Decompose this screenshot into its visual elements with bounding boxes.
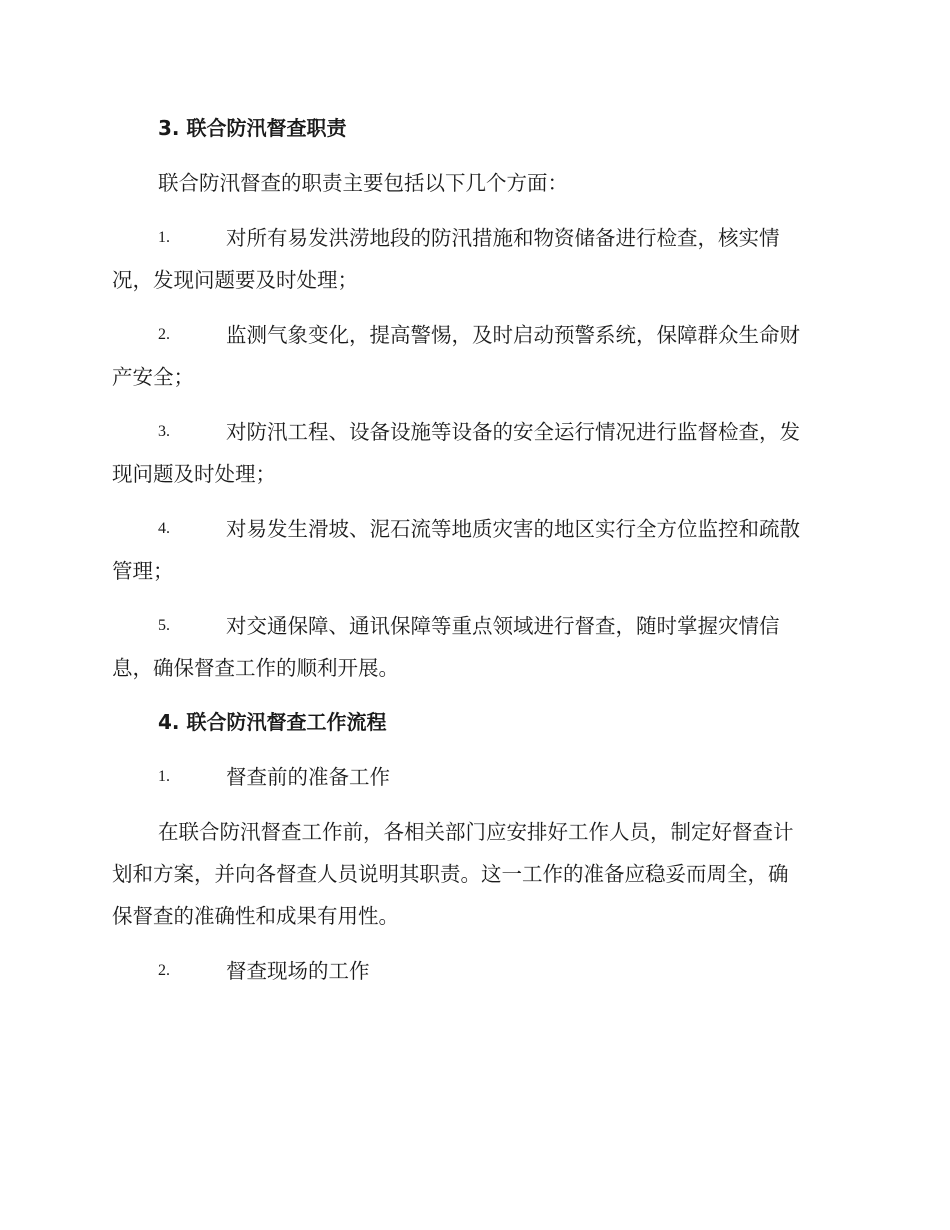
paragraph-line: 划和方案，并向各督查人员说明其职责。这一工作的准备应稳妥而周全，确 <box>112 862 789 886</box>
step-label: 督查前的准备工作 <box>226 765 390 789</box>
list-item-text: 对交通保障、通讯保障等重点领域进行督查，随时掌握灾情信 <box>226 614 780 638</box>
list-item-text: 对易发生滑坡、泥石流等地质灾害的地区实行全方位监控和疏散 <box>226 517 800 541</box>
paragraph-line: 在联合防汛督查工作前，各相关部门应安排好工作人员，制定好督查计 <box>158 820 794 844</box>
list-item-text-continued: 现问题及时处理； <box>112 462 276 486</box>
list-item-text-continued: 管理； <box>112 559 174 583</box>
list-item-number: 3. <box>158 423 170 440</box>
step-number: 2. <box>158 962 170 979</box>
paragraph-line: 保督查的准确性和成果有用性。 <box>112 904 399 928</box>
section-4-heading: 4. 联合防汛督查工作流程 <box>158 710 387 734</box>
list-item-number: 5. <box>158 617 170 634</box>
list-item-text-continued: 况，发现问题要及时处理； <box>112 268 358 292</box>
step-number: 1. <box>158 768 170 785</box>
list-item-text-continued: 产安全； <box>112 365 194 389</box>
list-item-text: 对防汛工程、设备设施等设备的安全运行情况进行监督检查，发 <box>226 420 800 444</box>
step-label: 督查现场的工作 <box>226 959 370 983</box>
list-item-number: 4. <box>158 520 170 537</box>
list-item-text: 对所有易发洪涝地段的防汛措施和物资储备进行检查，核实情 <box>226 226 780 250</box>
list-item-number: 2. <box>158 326 170 343</box>
list-item-number: 1. <box>158 229 170 246</box>
section-3-intro: 联合防汛督查的职责主要包括以下几个方面： <box>158 171 568 195</box>
list-item-text-continued: 息，确保督查工作的顺利开展。 <box>112 656 399 680</box>
section-3-heading: 3. 联合防汛督查职责 <box>158 116 347 140</box>
list-item-text: 监测气象变化，提高警惕，及时启动预警系统，保障群众生命财 <box>226 323 800 347</box>
